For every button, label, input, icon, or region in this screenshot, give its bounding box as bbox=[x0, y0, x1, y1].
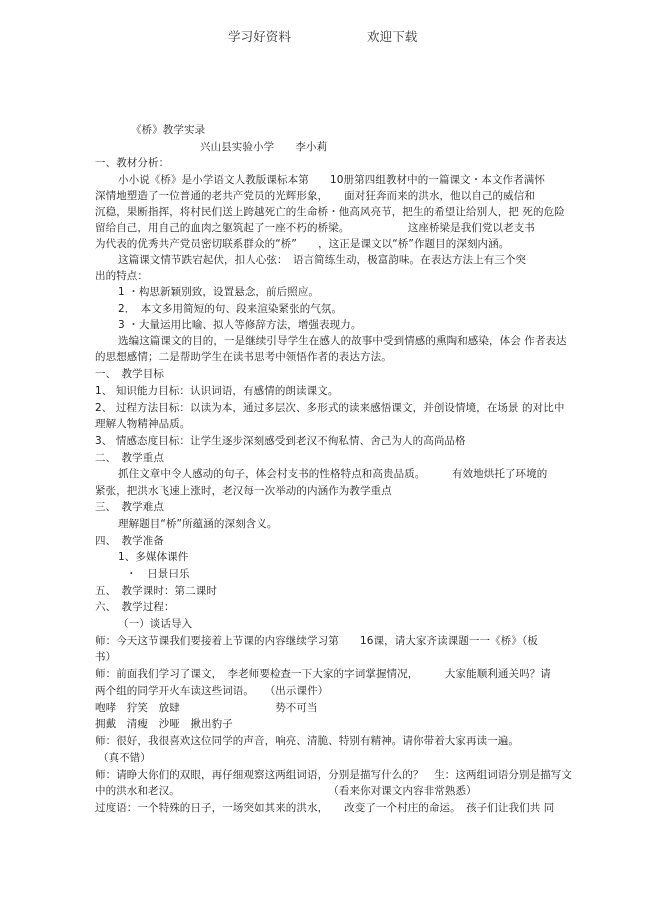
list-item: 3、 情感态度目标：让学生逐步深刻感受到老汉不徇私情、舍己为人的高尚品格 bbox=[95, 435, 466, 447]
paragraph-line: 深情地塑造了一位普通的老共产党员的光辉形象， 面对狂奔而来的洪水，他以自己的威信和 bbox=[95, 190, 535, 202]
list-item: 1 ・构思新颖别致，设置悬念，前后照应。 bbox=[118, 286, 320, 298]
section-heading: 五、 教学课时：第二课时 bbox=[95, 585, 217, 597]
paragraph-line: 师：很好，我很喜欢这位同学的声音，响亮、清脆、特别有精神。请你带着大家再读一遍。 bbox=[95, 735, 519, 747]
list-item: 2． 本文多用简短的句、段来渲染紧张的气氛。 bbox=[118, 303, 343, 315]
paragraph-line: 师：前面我们学习了课文， 李老师要检查一下大家的字词掌握情况， 大家能顺利通关吗？请 bbox=[95, 668, 551, 680]
list-item: 3 ・大量运用比喻、拟人等修辞方法，增强表现力。 bbox=[118, 319, 362, 331]
paragraph-line: 师：请睁大你们的双眼，再仔细观察这两组词语，分别是描写什么的？ 生：这两组词语分别是描写文 bbox=[95, 769, 572, 781]
paragraph-line: （真不错） bbox=[98, 752, 151, 764]
word-list: 拥戴 清瘦 沙哑 揪出豹子 bbox=[95, 718, 233, 730]
paragraph-line: 过度语：一个特殊的日子，一场突如其来的洪水， 改变了一个村庄的命运。 孩子们让我们共 同 bbox=[95, 802, 555, 814]
doc-title: 《桥》教学实录 bbox=[131, 124, 206, 136]
paragraph-line: 留给自己，用自己的血肉之躯筑起了一座不朽的桥梁。 这座桥梁是我们党以老支书 bbox=[95, 222, 535, 234]
paragraph-line: 这篇课文情节跌宕起伏，扣人心弦： 语言简练生动，极富韵味。在表达方法上有三个突 bbox=[118, 254, 527, 266]
header-right: 欢迎下载 bbox=[367, 29, 418, 44]
paragraph-line: 出的特点： bbox=[95, 270, 148, 282]
section-heading: 一、 教学目标 bbox=[95, 368, 164, 380]
paragraph-line: 理解人物精神品质。 bbox=[95, 418, 191, 430]
paragraph-line: 的思想感情；二是帮助学生在读书思考中领悟作者的表达方法。 bbox=[95, 351, 392, 363]
section-heading: 四、 教学准备 bbox=[95, 535, 164, 547]
list-item: 1、多媒体课件 bbox=[118, 551, 189, 563]
paragraph-line: 书） bbox=[95, 651, 117, 663]
section-heading: 三、 教学难点 bbox=[95, 501, 164, 513]
author-line: 兴山县实验小学 李小莉 bbox=[200, 141, 328, 153]
paragraph-line: 紧张，把洪水飞速上涨时，老汉每一次举动的内涵作为教学重点 bbox=[95, 485, 392, 497]
word-list: 咆哮 狞笑 放肆 势不可当 bbox=[95, 702, 318, 714]
section-heading: 二、 教学重点 bbox=[95, 452, 164, 464]
list-item: 2、 过程方法目标：以读为本，通过多层次、多形式的读来感悟课文，并创设情境，在场景 的对比中 bbox=[95, 402, 565, 414]
paragraph-line: 抓住文章中令人感动的句子，体会村支书的性格特点和高贵品质。 有效地烘托了环境的 bbox=[118, 468, 548, 480]
paragraph-line: 中的洪水和老汉。 （看来你对课文内容非常熟悉） bbox=[95, 785, 477, 797]
header-left: 学习好资料 bbox=[228, 29, 292, 44]
subsection-heading: （一）谈话导入 bbox=[118, 618, 193, 630]
paragraph-line: 为代表的优秀共产党员密切联系群众的“桥” ，这正是课文以“桥”作题目的深刻内涵。 bbox=[95, 238, 510, 250]
list-item: 1、 知识能力目标：认识词语，有感情的朗读课文。 bbox=[95, 385, 339, 397]
paragraph-line: 沉稳，果断指挥，将村民们送上跨越死亡的生命桥・他高风亮节，把生的希望让给别人，把 死的危险 bbox=[95, 206, 565, 218]
paragraph-line: 小小说《桥》是小学语文人教版课标本第 10册第四组教材中的一篇课文・本文作者满怀 bbox=[118, 174, 545, 186]
paragraph-line: 两个组的同学开火车读这些词语。 （出示课件） bbox=[95, 685, 329, 697]
list-item: ・ 日景曰乐 bbox=[126, 568, 190, 580]
paragraph-line: 理解题目“桥”所蕴涵的深刻含义。 bbox=[118, 518, 278, 530]
section-heading: 一、教材分析： bbox=[95, 157, 170, 169]
section-heading: 六、 教学过程： bbox=[95, 601, 175, 613]
paragraph-line: 选编这篇课文的目的，一是继续引导学生在感人的故事中受到情感的熏陶和感染，体会 作者表达 bbox=[118, 335, 567, 347]
paragraph-line: 师：今天这节课我们要接着上节课的内容继续学习第 16课，请大家齐读课题一一《桥》（板 bbox=[95, 635, 538, 647]
